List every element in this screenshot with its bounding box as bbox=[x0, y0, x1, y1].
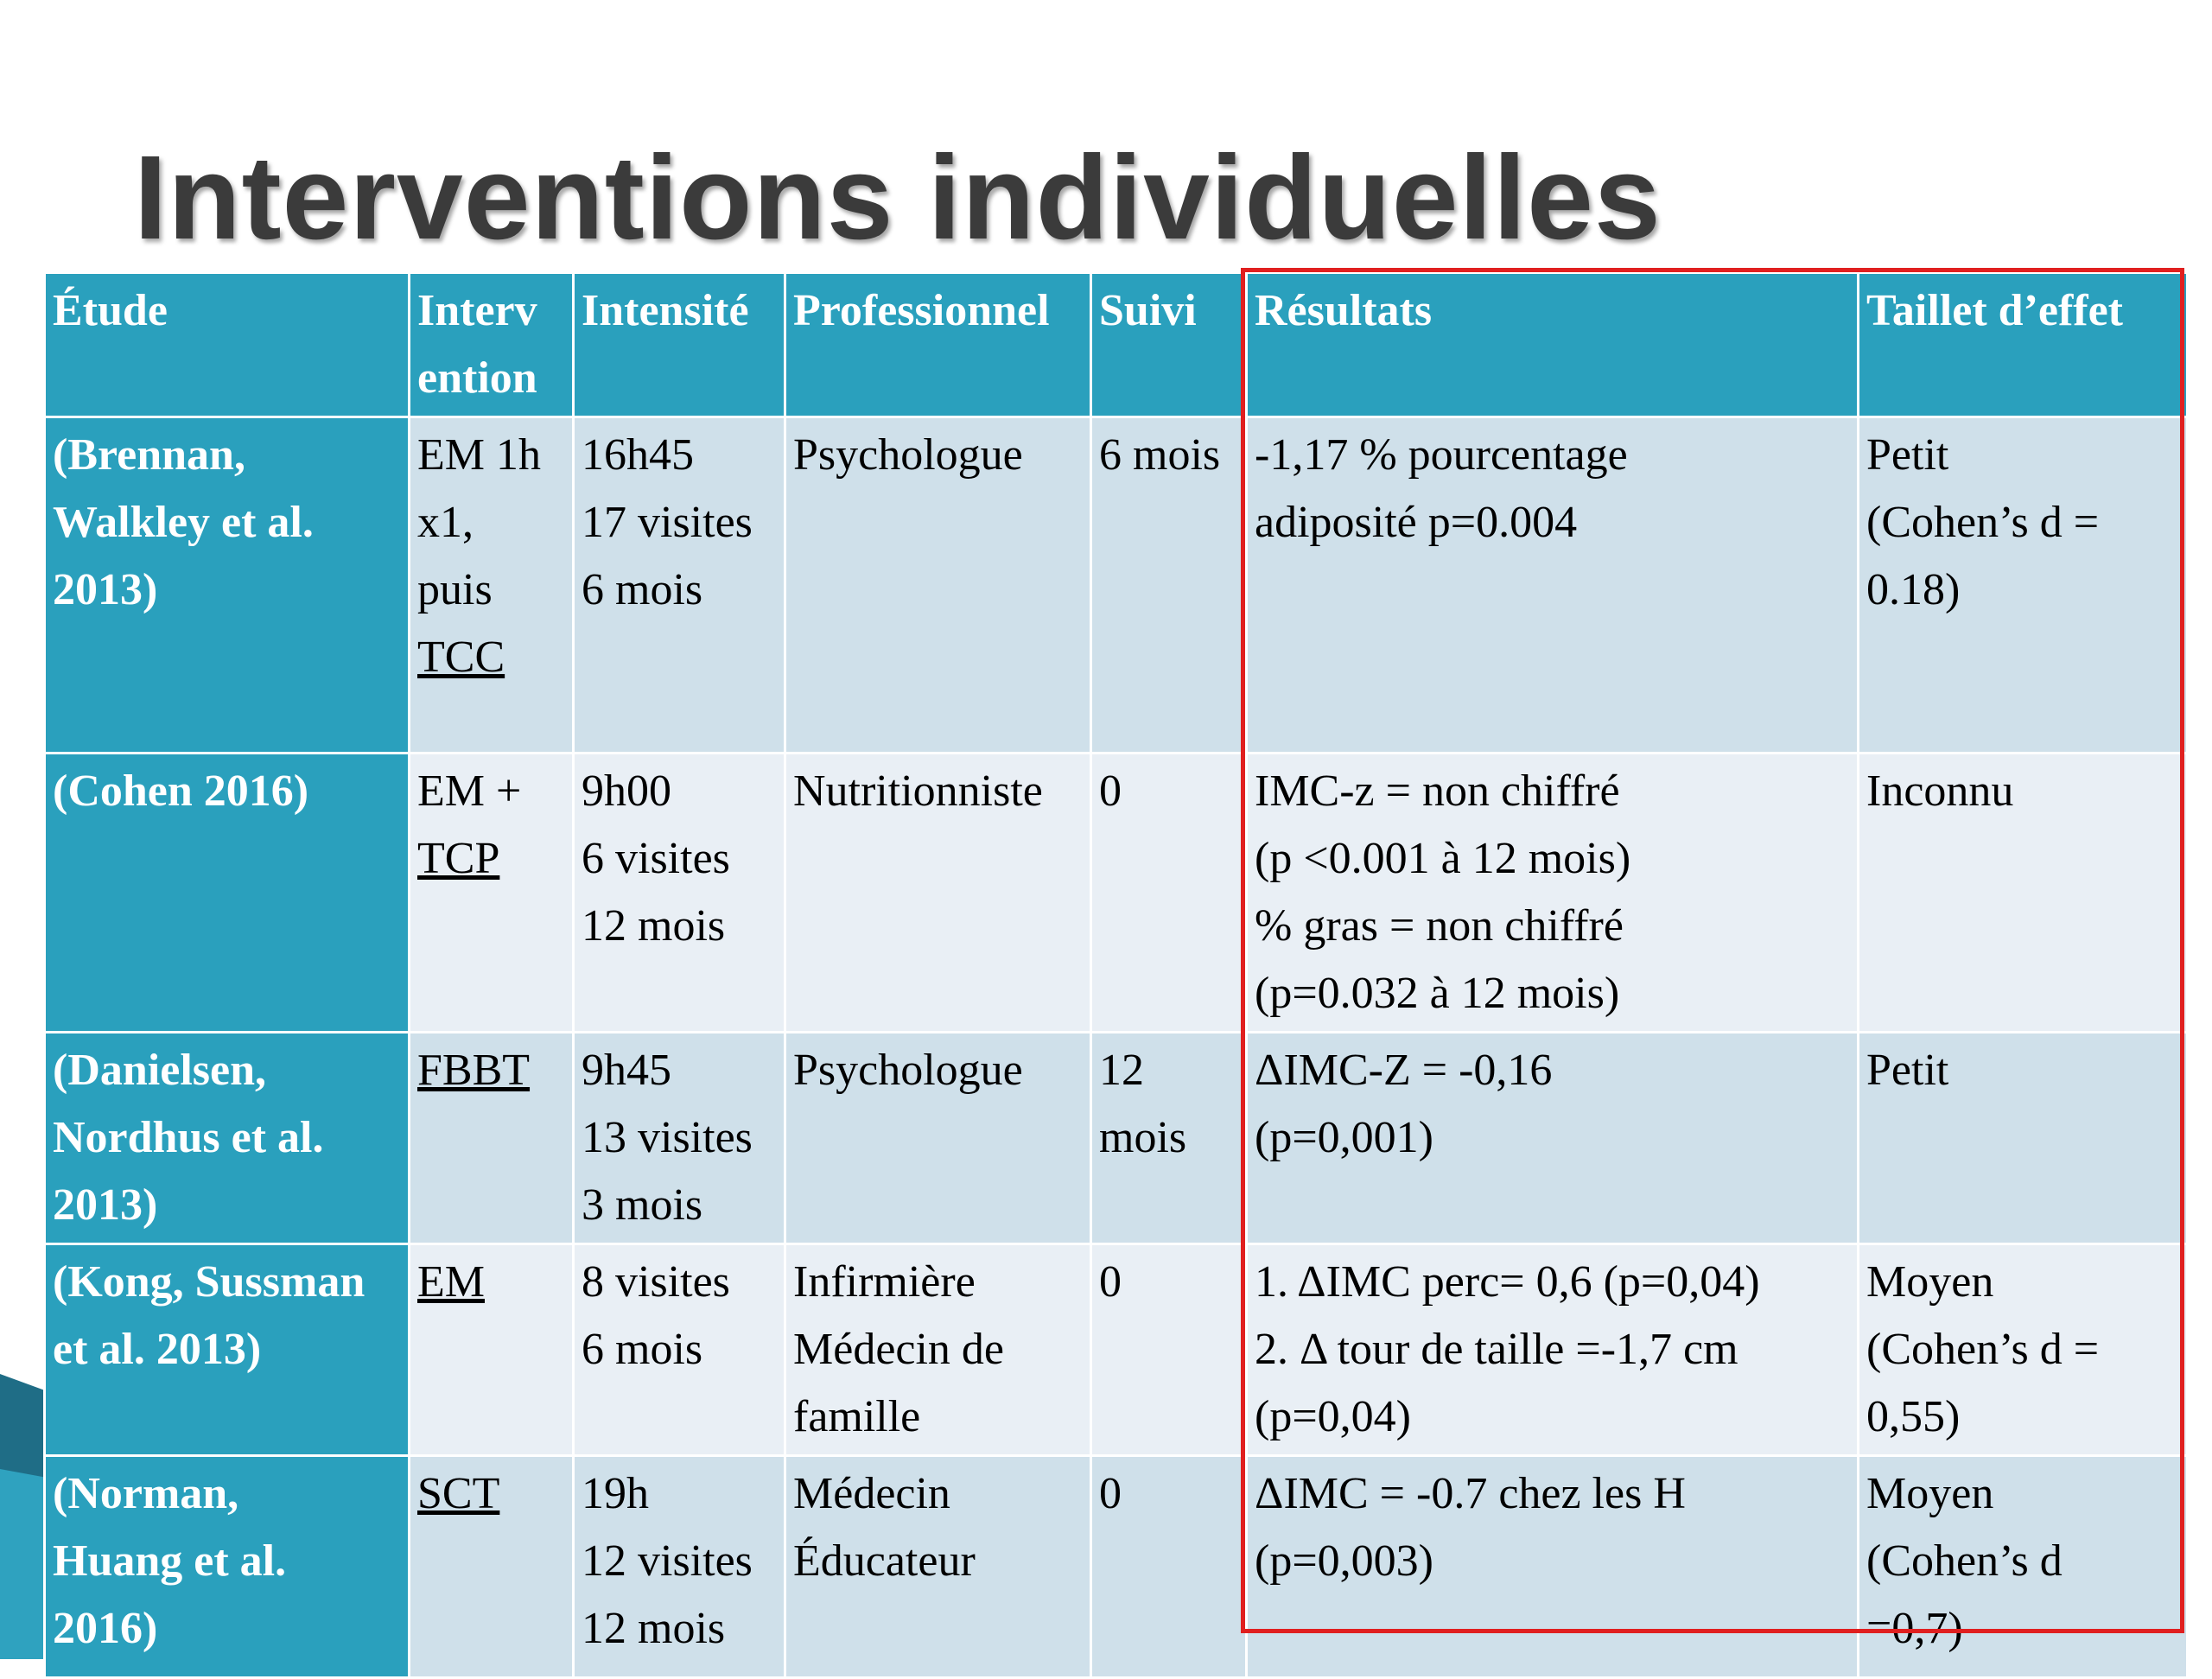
cell-resultats: -1,17 % pourcentage adiposité p=0.004 bbox=[1247, 417, 1859, 754]
intervention-underlined: SCT bbox=[417, 1469, 500, 1518]
cell-taille-effet: Petit bbox=[1859, 1033, 2188, 1244]
cell-intervention bbox=[410, 417, 574, 754]
cell-resultats: ΔIMC-Z = -0,16 (p=0,001) bbox=[1247, 1033, 1859, 1244]
table-row bbox=[45, 1456, 2188, 1678]
cell-intensite: 19h 12 visites 12 mois bbox=[574, 1456, 785, 1678]
cell-suivi: 6 mois bbox=[1091, 417, 1247, 754]
table-row bbox=[45, 1244, 2188, 1456]
cell-etude: (Danielsen, Nordhus et al. 2013) bbox=[45, 1033, 410, 1244]
cell-suivi: 0 bbox=[1091, 1456, 1247, 1678]
cell-suivi: 0 bbox=[1091, 754, 1247, 1033]
cell-intensite: 16h45 17 visites 6 mois bbox=[574, 417, 785, 754]
intervention-text: EM 1h x1, puis bbox=[417, 430, 541, 614]
cell-taille-effet: Petit (Cohen’s d = 0.18) bbox=[1859, 417, 2188, 754]
cell-etude: (Kong, Sussman et al. 2013) bbox=[45, 1244, 410, 1456]
intervention-underlined: FBBT bbox=[417, 1046, 531, 1095]
cell-professionnel: Psychologue bbox=[785, 417, 1091, 754]
intervention-underlined: EM bbox=[417, 1257, 485, 1307]
cell-suivi: 12 mois bbox=[1091, 1033, 1247, 1244]
header-taille-effet: Taillet d’effet bbox=[1859, 273, 2188, 417]
cell-intervention bbox=[410, 1033, 574, 1244]
slide-title: Interventions individuelles bbox=[134, 131, 1662, 264]
header-resultats: Résultats bbox=[1247, 273, 1859, 417]
cell-intervention bbox=[410, 1244, 574, 1456]
cell-etude: (Norman, Huang et al. 2016) bbox=[45, 1456, 410, 1678]
cell-professionnel: Médecin Éducateur bbox=[785, 1456, 1091, 1678]
cell-etude: (Brennan, Walkley et al. 2013) bbox=[45, 417, 410, 754]
cell-taille-effet: Moyen (Cohen’s d = 0,55) bbox=[1859, 1244, 2188, 1456]
header-intervention: Interv ention bbox=[410, 273, 574, 417]
intervention-text: EM + bbox=[417, 766, 522, 816]
table-row bbox=[45, 1033, 2188, 1244]
cell-intensite: 8 visites 6 mois bbox=[574, 1244, 785, 1456]
intervention-underlined: TCC bbox=[417, 633, 505, 682]
header-suivi: Suivi bbox=[1091, 273, 1247, 417]
cell-suivi: 0 bbox=[1091, 1244, 1247, 1456]
cell-professionnel: Infirmière Médecin de famille bbox=[785, 1244, 1091, 1456]
cell-resultats: IMC-z = non chiffré (p <0.001 à 12 mois) % gras = non chiffré (p=0.032 à 12 mois) bbox=[1247, 754, 1859, 1033]
cell-professionnel: Nutritionniste bbox=[785, 754, 1091, 1033]
cell-intervention bbox=[410, 754, 574, 1033]
cell-intensite: 9h00 6 visites 12 mois bbox=[574, 754, 785, 1033]
header-etude: Étude bbox=[45, 273, 410, 417]
studies-table bbox=[43, 271, 2189, 1679]
cell-professionnel: Psychologue bbox=[785, 1033, 1091, 1244]
cell-intensite: 9h45 13 visites 3 mois bbox=[574, 1033, 785, 1244]
cell-resultats: ΔIMC = -0.7 chez les H (p=0,003) bbox=[1247, 1456, 1859, 1678]
table-row bbox=[45, 754, 2188, 1033]
intervention-underlined: TCP bbox=[417, 834, 500, 883]
header-intensite: Intensité bbox=[574, 273, 785, 417]
header-professionnel: Professionnel bbox=[785, 273, 1091, 417]
cell-etude: (Cohen 2016) bbox=[45, 754, 410, 1033]
cell-intervention bbox=[410, 1456, 574, 1678]
cell-resultats: 1. ΔIMC perc= 0,6 (p=0,04) 2. Δ tour de taille =-1,7 cm (p=0,04) bbox=[1247, 1244, 1859, 1456]
table-header-row bbox=[45, 273, 2188, 417]
cell-taille-effet: Moyen (Cohen’s d =0,7) bbox=[1859, 1456, 2188, 1678]
table-row bbox=[45, 417, 2188, 754]
cell-taille-effet: Inconnu bbox=[1859, 754, 2188, 1033]
